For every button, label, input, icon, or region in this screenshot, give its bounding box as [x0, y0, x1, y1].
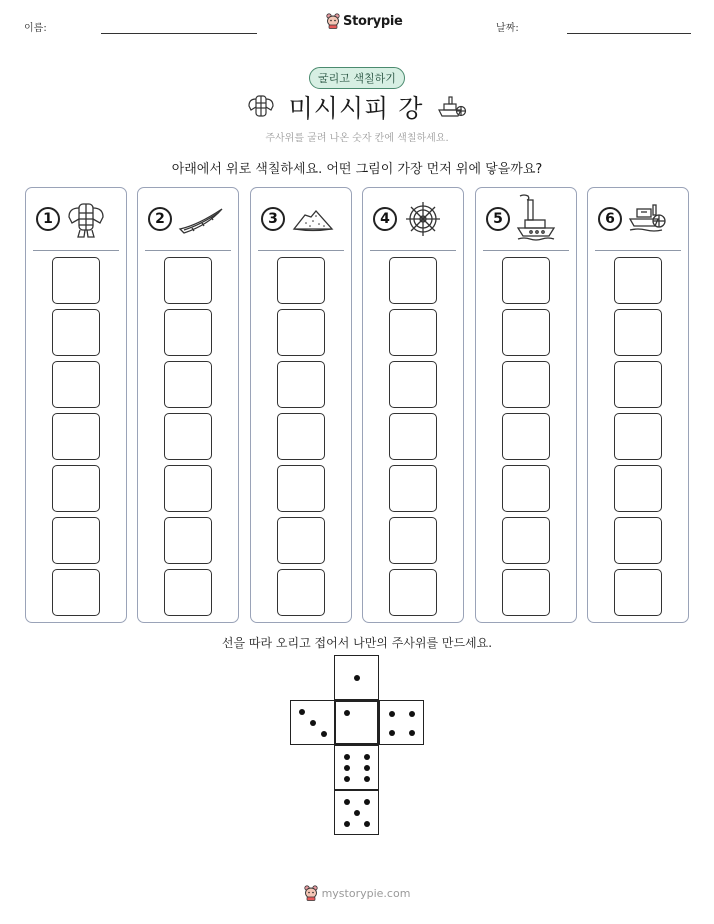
color-box[interactable] [389, 569, 437, 616]
column-4 [362, 187, 464, 623]
color-box[interactable] [277, 569, 325, 616]
dice-pip [344, 821, 350, 827]
column-5 [475, 187, 577, 623]
column-2 [137, 187, 239, 623]
column-divider [33, 250, 119, 251]
color-box[interactable] [52, 361, 100, 408]
color-box[interactable] [389, 309, 437, 356]
color-box[interactable] [502, 413, 550, 460]
column-header [363, 188, 463, 250]
brand-logo [326, 13, 403, 29]
dice-face-6 [334, 745, 379, 790]
color-box[interactable] [389, 465, 437, 512]
color-box[interactable] [389, 361, 437, 408]
color-box[interactable] [502, 517, 550, 564]
column-number: 1 [36, 207, 60, 231]
color-box[interactable] [614, 517, 662, 564]
color-box[interactable] [164, 569, 212, 616]
dice-face-5 [334, 790, 379, 835]
color-box[interactable] [164, 309, 212, 356]
color-box[interactable] [614, 257, 662, 304]
column-number: 4 [373, 207, 397, 231]
column-3 [250, 187, 352, 623]
column-divider [483, 250, 569, 251]
column-header [251, 188, 351, 250]
column-divider [370, 250, 456, 251]
name-line [101, 33, 257, 34]
name-label: 이름: [24, 23, 47, 34]
color-box[interactable] [277, 257, 325, 304]
dice-pip [364, 765, 370, 771]
dice-pip [354, 675, 360, 681]
color-box[interactable] [502, 465, 550, 512]
color-box[interactable] [52, 309, 100, 356]
color-box[interactable] [164, 517, 212, 564]
dice-pip [409, 711, 415, 717]
activity-badge: 굴리고 색칠하기 [309, 67, 405, 89]
dice-pip [389, 711, 395, 717]
dice-face-3 [290, 700, 335, 745]
armor-icon [247, 94, 275, 120]
column-divider [145, 250, 231, 251]
column-divider [258, 250, 344, 251]
color-box[interactable] [52, 257, 100, 304]
color-box[interactable] [389, 517, 437, 564]
color-box[interactable] [164, 413, 212, 460]
steamboat-icon [516, 194, 556, 244]
column-number: 2 [148, 207, 172, 231]
color-box[interactable] [164, 257, 212, 304]
dice-pip [389, 730, 395, 736]
column-header [476, 188, 576, 250]
column-header [588, 188, 688, 250]
dice-pip [344, 799, 350, 805]
column-header [138, 188, 238, 250]
dice-pip [344, 776, 350, 782]
color-box[interactable] [164, 361, 212, 408]
color-box[interactable] [614, 413, 662, 460]
dice-pip [364, 754, 370, 760]
color-box[interactable] [614, 465, 662, 512]
dice-pip [364, 776, 370, 782]
column-number: 5 [486, 207, 510, 231]
column-number: 3 [261, 207, 285, 231]
color-box[interactable] [52, 413, 100, 460]
dice-pip [310, 720, 316, 726]
instruction: 아래에서 위로 색칠하세요. 어떤 그림이 가장 먼저 위에 닿을까요? [171, 162, 543, 177]
color-box[interactable] [614, 309, 662, 356]
column-divider [595, 250, 681, 251]
sand-mound-icon [291, 199, 335, 239]
dice-pip [409, 730, 415, 736]
dice-pip [364, 821, 370, 827]
color-box[interactable] [52, 569, 100, 616]
color-box[interactable] [389, 257, 437, 304]
color-box[interactable] [52, 465, 100, 512]
dice-pip [299, 709, 305, 715]
color-box[interactable] [277, 361, 325, 408]
color-box[interactable] [277, 465, 325, 512]
dice-face-1 [334, 655, 379, 700]
color-box[interactable] [502, 257, 550, 304]
dice-pip [364, 799, 370, 805]
column-6 [587, 187, 689, 623]
color-box[interactable] [277, 309, 325, 356]
dice-pip [354, 810, 360, 816]
storypie-mascot-icon [304, 885, 318, 901]
canoe-icon [178, 199, 224, 239]
dice-face-1-center [334, 700, 379, 745]
color-box[interactable] [502, 569, 550, 616]
cut-instruction: 선을 따라 오리고 접어서 나만의 주사위를 만드세요. [221, 636, 493, 650]
title-row [0, 89, 714, 125]
dice-pip [344, 710, 350, 716]
column-number: 6 [598, 207, 622, 231]
color-box[interactable] [277, 517, 325, 564]
ship-wheel-icon [403, 199, 443, 239]
color-box[interactable] [389, 413, 437, 460]
column-1 [25, 187, 127, 623]
date-line [567, 33, 691, 34]
color-box[interactable] [164, 465, 212, 512]
footer-url[interactable]: mystorypie.com [321, 886, 411, 900]
color-box[interactable] [502, 309, 550, 356]
dice-pip [321, 731, 327, 737]
color-box[interactable] [502, 361, 550, 408]
color-box[interactable] [277, 413, 325, 460]
paddle-steamer-icon [628, 199, 668, 239]
date-label: 날짜: [496, 23, 519, 34]
armor-icon [66, 199, 106, 239]
color-box[interactable] [614, 569, 662, 616]
dice-pip [344, 765, 350, 771]
storypie-mascot-icon [326, 13, 340, 29]
brand-name: Storypie [343, 13, 403, 29]
dice-face-4 [379, 700, 424, 745]
footer [0, 885, 714, 901]
color-box[interactable] [614, 361, 662, 408]
dice-pip [344, 754, 350, 760]
column-header [26, 188, 126, 250]
page-title: 미시시피 강 [288, 94, 424, 123]
subtitle: 주사위를 굴려 나온 숫자 칸에 색칠하세요. [265, 133, 449, 144]
color-box[interactable] [52, 517, 100, 564]
paddle-steamer-icon [437, 94, 467, 120]
